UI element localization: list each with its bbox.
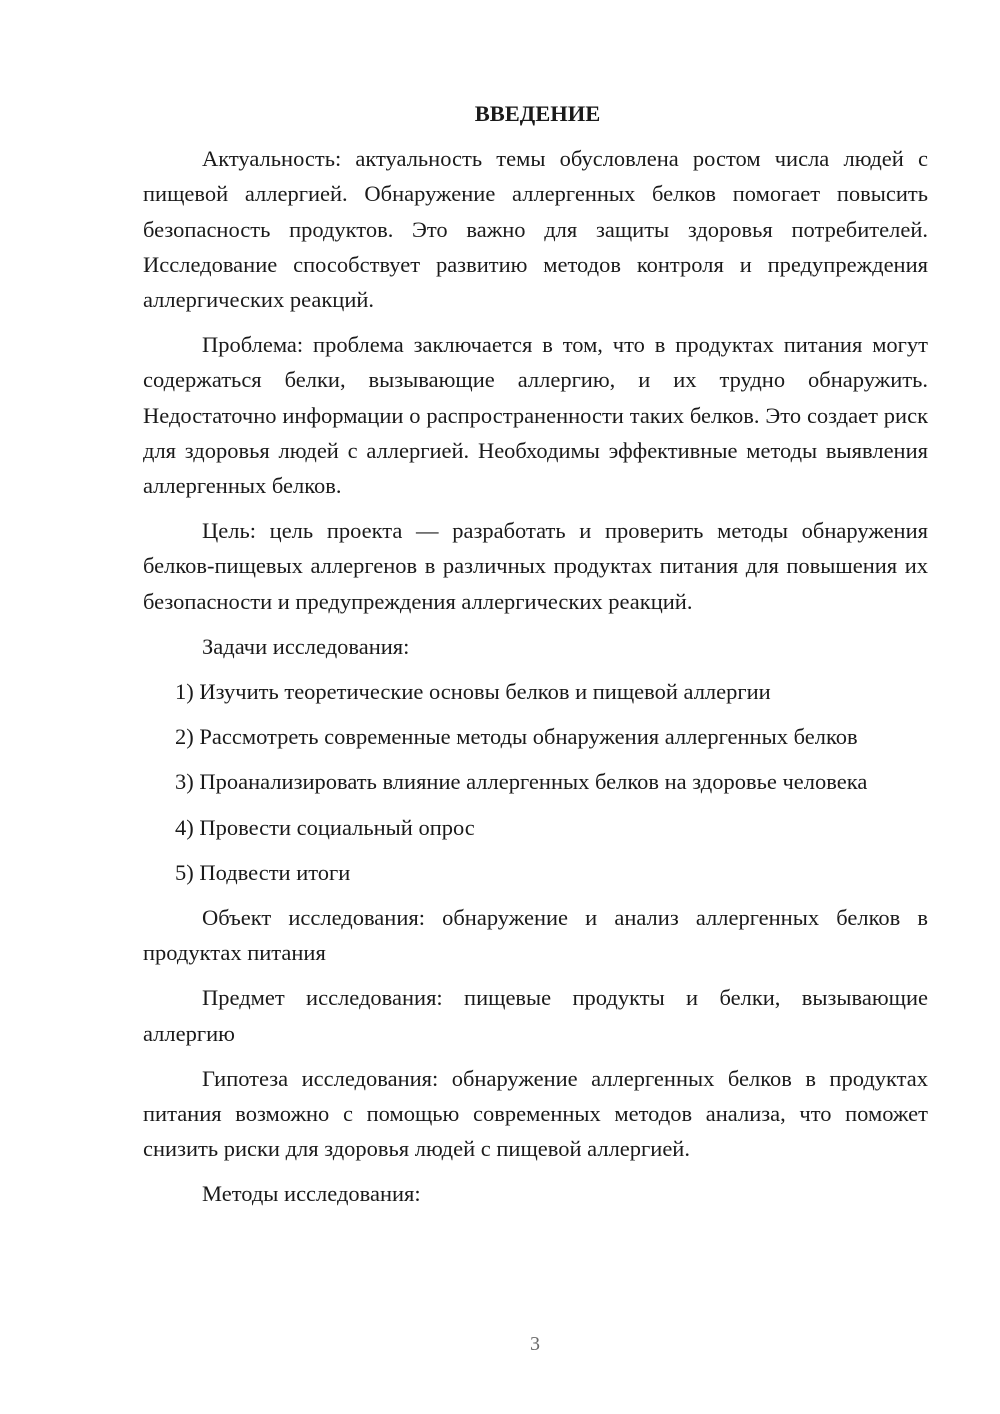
page-body <box>143 96 928 1222</box>
tasks-heading: Задачи исследования: <box>202 633 410 659</box>
goal-paragraph: Цель: цель проекта — разработать и проверить методы обнаружения белков-пищевых аллергенов в различных продуктах питания для повышения их безопасности и предупреждения аллергических реакций. <box>143 518 928 614</box>
section-title: ВВЕДЕНИЕ <box>474 101 601 126</box>
task-item: 2) Рассмотреть современные методы обнаружения аллергенных белков <box>175 724 858 750</box>
task-item: 3) Проанализировать влияние аллергенных белков на здоровье человека <box>175 769 868 795</box>
object-paragraph: Объект исследования: обнаружение и анализ аллергенных белков в продуктах питания <box>143 905 928 966</box>
page-number: 3 <box>530 1333 540 1355</box>
methods-heading: Методы исследования: <box>202 1181 421 1207</box>
hypothesis-paragraph: Гипотеза исследования: обнаружение аллергенных белков в продуктах питания возможно с помощью современных методов анализа, что поможет снизить риски для здоровья людей с пищевой аллергией. <box>143 1065 928 1162</box>
relevance-paragraph: Актуальность: актуальность темы обусловлена ростом числа людей с пищевой аллергией. Обнаружение аллергенных белков помогает повысить безопасность продуктов. Это важно для защиты здоровья потребителей. Исследование способствует развитию методов контроля и предупреждения аллергических реакций. <box>143 146 928 313</box>
subject-paragraph: Предмет исследования: пищевые продукты и белки, вызывающие аллергию <box>143 985 928 1046</box>
tasks-list <box>143 674 928 890</box>
task-item: 5) Подвести итоги <box>175 859 351 885</box>
task-item: 4) Провести социальный опрос <box>175 814 475 840</box>
task-item: 1) Изучить теоретические основы белков и пищевой аллергии <box>175 679 771 705</box>
problem-paragraph: Проблема: проблема заключается в том, что в продуктах питания могут содержаться белки, вызывающие аллергию, и их трудно обнаружить. Недостаточно информации о распространенности таких белков. Это создает риск для здоровья людей с аллергией. Необходимы эффективные методы выявления аллергенных белков. <box>143 332 928 499</box>
